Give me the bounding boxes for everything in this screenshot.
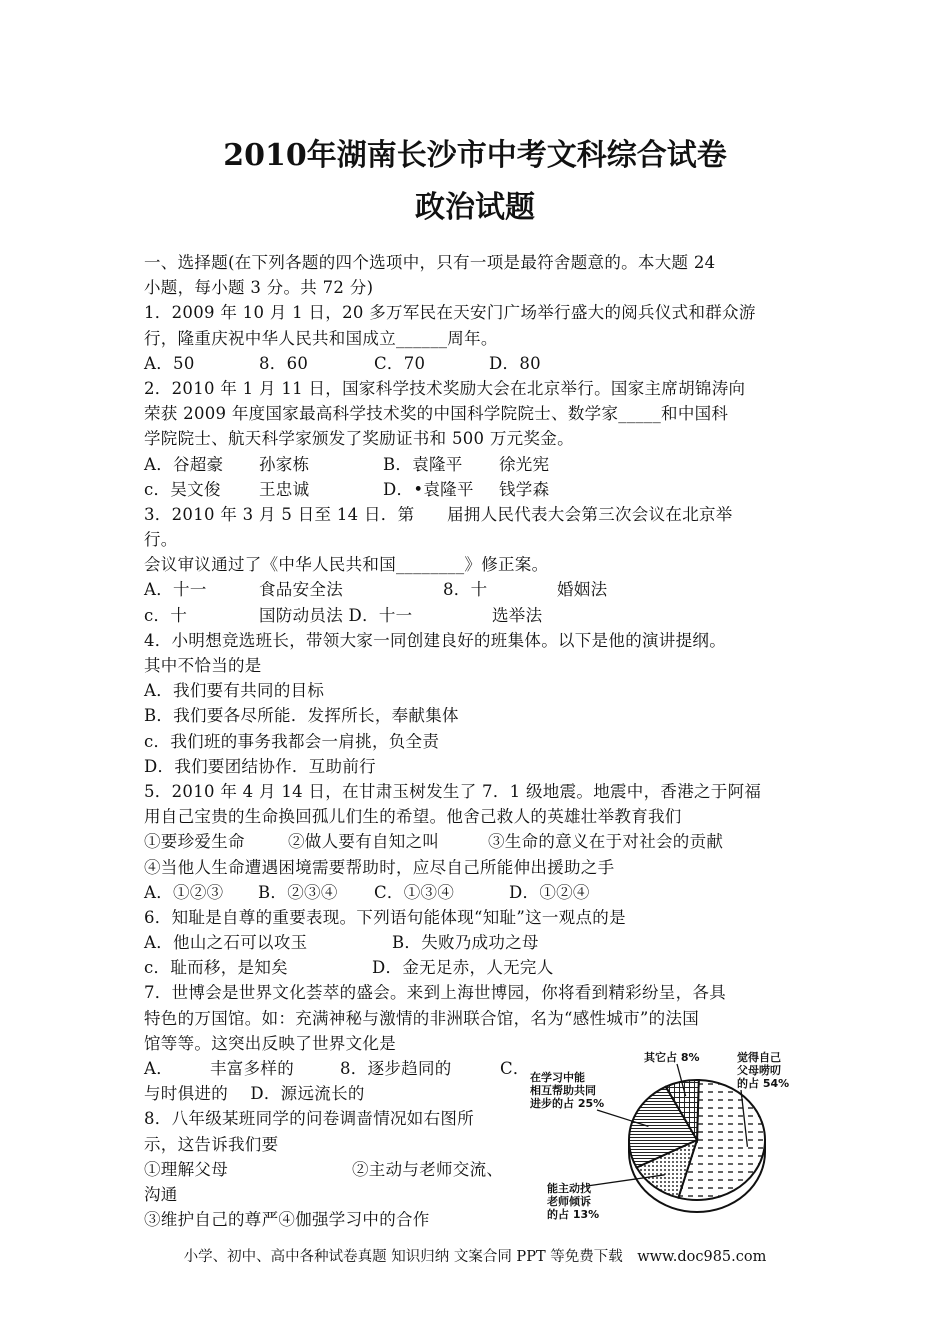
label-line: 觉得自己 — [737, 1051, 781, 1064]
option: c．耻而移，是知矣 — [144, 958, 288, 978]
option: D．•袁隆平 — [383, 479, 474, 499]
option: C．70 — [374, 353, 426, 373]
question-2-text: 2．2010 年 1 月 11 日，国家科学技术奖励大会在北京举行。国家主席胡锦涛向 — [144, 378, 746, 398]
question-2-options — [144, 452, 814, 477]
option: A．我们要有共同的目标 — [144, 681, 325, 701]
label-line: 进步的占 25% — [530, 1097, 605, 1110]
option: A．十一 — [144, 580, 207, 600]
question-1-options — [144, 351, 814, 376]
option: 孙家栋 — [259, 454, 310, 474]
page-subtitle: 政治试题 — [415, 190, 535, 225]
option: 钱学森 — [499, 479, 550, 499]
label-line: 的占 13% — [547, 1208, 600, 1221]
question-6-text: 6．知耻是自尊的重要表现。下列语句能体现“知耻”这一观点的是 — [144, 907, 626, 927]
question-2-text: 荣获 2009 年度国家最高科学技术奖的中国科学院院士、数学家_____和中国科 — [144, 404, 729, 424]
item: ②做人要有自知之叫 — [288, 832, 440, 852]
question-3-text: 行。 — [144, 530, 178, 550]
option: 8．60 — [259, 353, 309, 373]
option: 8．逐步趋同的 — [340, 1059, 452, 1078]
question-2-options — [144, 477, 814, 502]
question-8-items: ③维护自己的尊严④伽强学习中的合作 — [144, 1210, 430, 1230]
question-5-items — [144, 829, 814, 854]
option: A． — [144, 1059, 174, 1078]
label-line: 其它占 8% — [644, 1051, 700, 1064]
item: ①理解父母 — [144, 1159, 228, 1179]
question-2-text: 学院院士、航天科学家颁发了奖励证书和 500 万元奖金。 — [144, 429, 574, 449]
item: ③生命的意义在于对社会的贡献 — [488, 832, 724, 852]
question-8-items: 沟通 — [144, 1184, 178, 1204]
option: 国防动员法 D．十一 — [259, 605, 413, 625]
option: 王忠诚 — [259, 479, 310, 499]
question-7-text: 7．世博会是世界文化荟萃的盛会。来到上海世博园，你将看到精彩纷呈，各具 — [144, 983, 726, 1003]
option: C．①③④ — [374, 882, 455, 902]
question-7-text: 馆等等。这突出反映了世界文化是 — [144, 1033, 396, 1053]
question-7-text: 特色的万国馆。如：充满神秘与激情的非洲联合馆，名为“感性城市”的法国 — [144, 1008, 700, 1028]
pie-slices — [629, 1080, 765, 1200]
question-3-part: 3．2010 年 3 月 5 日至 14 日．第 — [144, 504, 415, 524]
slice-label-13 — [547, 1181, 599, 1221]
question-1-text: 1．2009 年 10 月 1 日，20 多万军民在天安门广场举行盛大的阅兵仪式和群众游 — [144, 303, 756, 323]
option: A．他山之石可以攻玉 — [144, 933, 308, 953]
label-line: 在学习中能 — [530, 1071, 585, 1084]
question-6-options — [144, 930, 814, 955]
question-8-text: 8．八年级某班同学的问卷调啬情况如右图所 — [144, 1109, 474, 1129]
option: c．我们班的事务我都会一肩挑，负全责 — [144, 731, 440, 751]
question-8-text: 示，这告诉我们要 — [144, 1134, 279, 1154]
option: C． — [500, 1059, 530, 1078]
option: D．①②④ — [509, 882, 590, 902]
option: 食品安全法 — [259, 580, 343, 600]
option: B．②③④ — [258, 882, 338, 902]
question-5-items: ④当他人生命遭遇困境需要帮助时，应尽自己所能伸出援助之手 — [144, 857, 615, 877]
option: A．谷超豪 — [144, 454, 224, 474]
option: 婚姻法 — [557, 580, 608, 600]
slice-label-54 — [737, 1050, 789, 1090]
pie-chart-svg — [527, 1040, 812, 1230]
slice-label-25 — [529, 1070, 604, 1110]
label-line: 父母唠叨 — [737, 1064, 781, 1077]
question-1-text: 行，隆重庆祝中华人民共和国成立______周年。 — [144, 328, 498, 348]
option: 8．十 — [443, 580, 488, 600]
question-4-text: 其中不恰当的是 — [144, 656, 262, 675]
option: B．失败乃成功之母 — [392, 933, 539, 953]
option: 选举法 — [492, 605, 543, 625]
page-title: 2010年湖南长沙市中考文科综合试卷 — [223, 138, 727, 173]
label-line: 老师倾诉 — [547, 1195, 591, 1208]
question-4-text: 4．小明想竞选班长，带领大家一同创建良好的班集体。以下是他的演讲提纲。 — [144, 630, 726, 650]
survey-pie-chart — [527, 1040, 812, 1230]
slice-label-8 — [644, 1050, 700, 1064]
footer-text: 小学、初中、高中各种试卷真题 知识归纳 文案合同 PPT 等免费下载 www.doc985.com — [183, 1249, 767, 1265]
question-3-text — [144, 502, 814, 527]
label-line: 能主动找 — [547, 1182, 591, 1195]
question-3-text: 会议审议通过了《中华人民共和国________》修正案。 — [144, 555, 549, 575]
section-instructions: 一、选择题(在下列各题的四个选项中，只有一项是最符舍题意的。本大题 24 — [144, 253, 716, 272]
option: D．80 — [489, 353, 541, 373]
option: c．十 — [144, 605, 188, 625]
option: 丰富多样的 — [210, 1059, 294, 1078]
question-5-options — [144, 880, 814, 905]
question-3-options — [144, 603, 814, 628]
question-3-part: 届拥人民代表大会第三次会议在北京举 — [447, 504, 733, 524]
question-7-options: 与时俱进的 D．源远流长的 — [144, 1084, 365, 1104]
option: B．袁隆平 — [383, 454, 463, 474]
question-3-options — [144, 577, 814, 602]
option: D．金无足赤，人无完人 — [372, 958, 554, 978]
question-6-options — [144, 955, 814, 980]
option: c．吴文俊 — [144, 479, 221, 499]
item: ②主动与老师交流、 — [352, 1159, 504, 1179]
option: 徐光宪 — [499, 454, 550, 474]
option: B．我们要各尽所能．发挥所长，奉献集体 — [144, 706, 459, 726]
question-5-text: 用自己宝贵的生命换回孤儿们生的希望。他舍己救人的英雄壮举教育我们 — [144, 807, 682, 827]
item: ①要珍爱生命 — [144, 832, 245, 852]
section-instructions: 小题，每小题 3 分。共 72 分) — [144, 278, 374, 298]
label-line: 的占 54% — [737, 1077, 790, 1090]
option: A．50 — [144, 353, 195, 373]
option: D．我们要团结协作．互助前行 — [144, 756, 376, 776]
option: A．①②③ — [144, 882, 224, 902]
question-5-text: 5．2010 年 4 月 14 日，在甘肃玉树发生了 7．1 级地震。地震中，香港之于阿福 — [144, 781, 762, 801]
label-line: 相互帮助共同 — [530, 1084, 596, 1097]
